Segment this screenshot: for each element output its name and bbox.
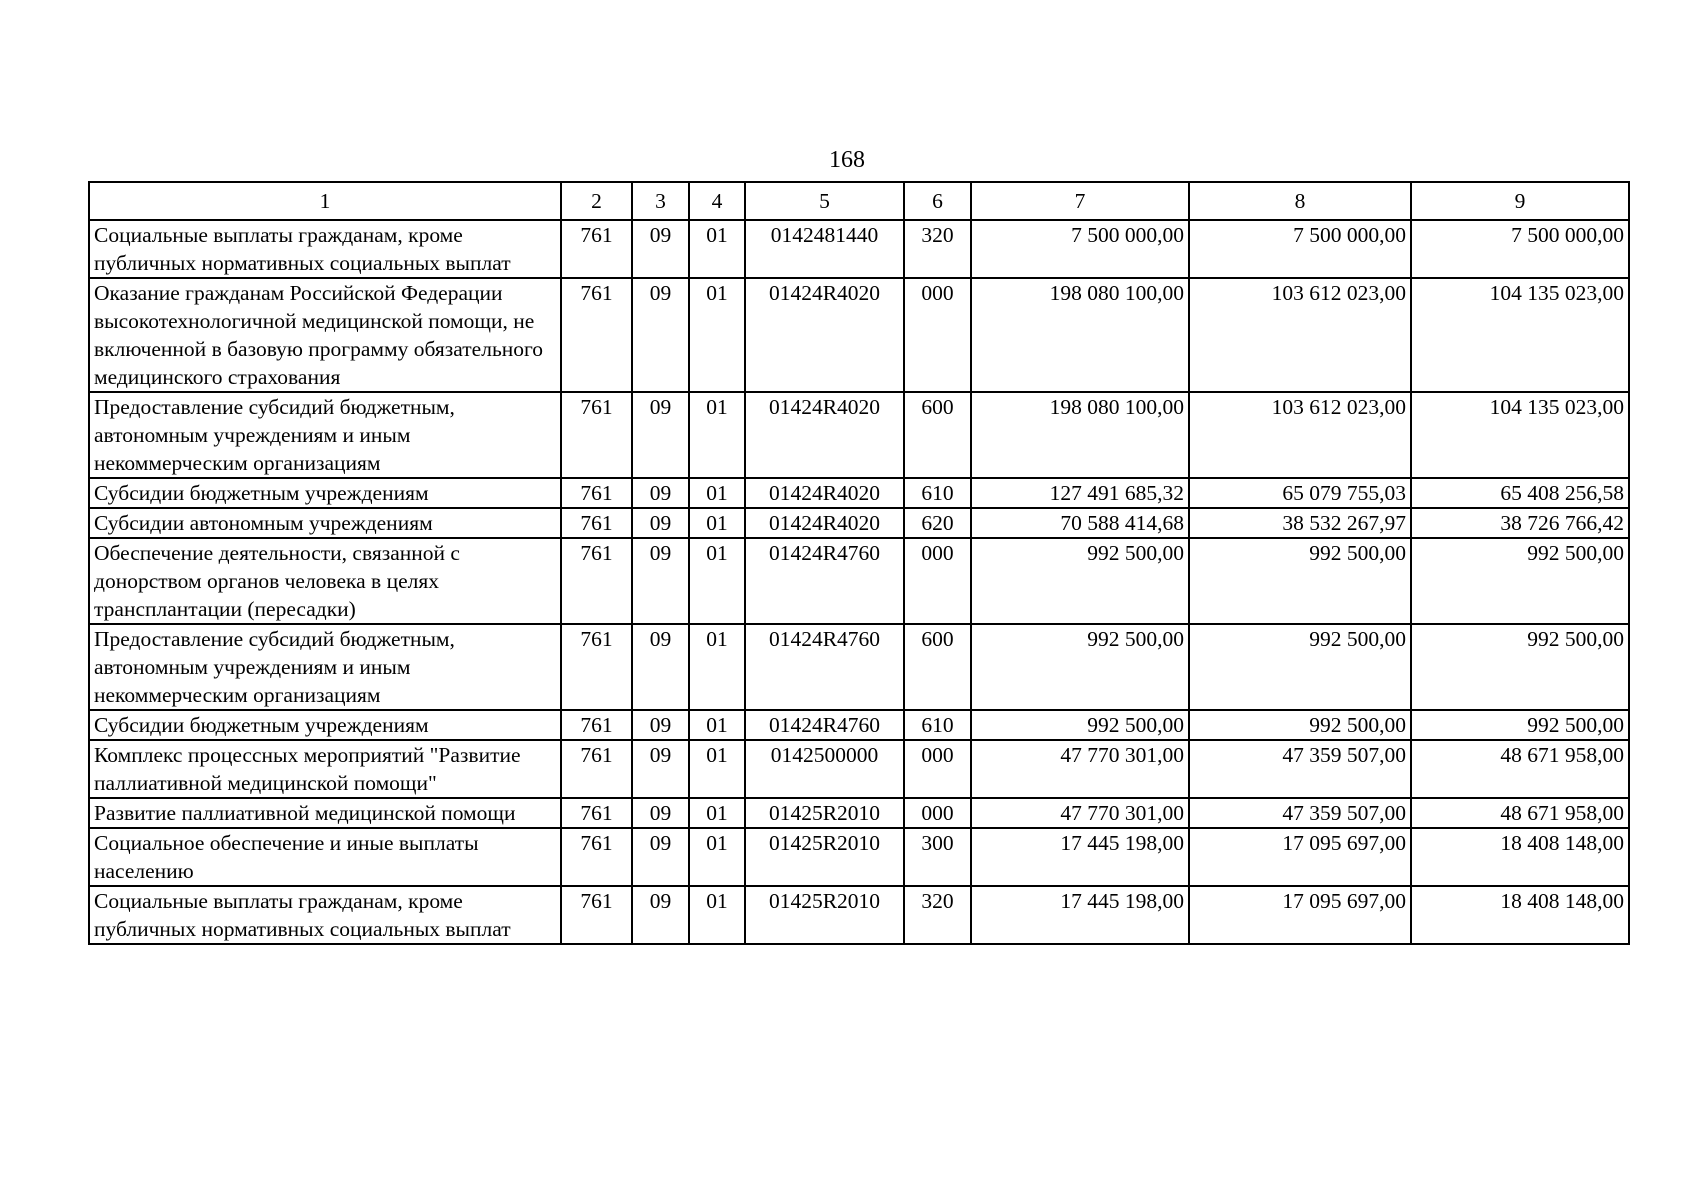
row-code-5: 01425R2010 [745, 886, 904, 944]
row-code-2: 761 [561, 538, 632, 624]
row-code-3: 09 [632, 740, 689, 798]
row-code-2: 761 [561, 798, 632, 828]
row-code-3: 09 [632, 508, 689, 538]
table-row [89, 508, 1629, 538]
column-header: 9 [1411, 182, 1629, 220]
row-amount-8: 992 500,00 [1189, 710, 1411, 740]
row-code-4: 01 [689, 828, 745, 886]
row-amount-8: 992 500,00 [1189, 624, 1411, 710]
table-row [89, 798, 1629, 828]
row-code-2: 761 [561, 710, 632, 740]
row-code-3: 09 [632, 710, 689, 740]
row-code-6: 320 [904, 220, 971, 278]
row-amount-9: 104 135 023,00 [1411, 278, 1629, 392]
row-code-5: 0142500000 [745, 740, 904, 798]
row-code-4: 01 [689, 278, 745, 392]
header-row [89, 182, 1629, 220]
row-code-6: 600 [904, 624, 971, 710]
row-code-4: 01 [689, 478, 745, 508]
row-code-5: 0142481440 [745, 220, 904, 278]
row-code-2: 761 [561, 392, 632, 478]
row-name: Развитие паллиативной медицинской помощи [89, 798, 561, 828]
row-code-4: 01 [689, 886, 745, 944]
table-row [89, 624, 1629, 710]
row-code-5: 01425R2010 [745, 828, 904, 886]
row-code-5: 01424R4020 [745, 392, 904, 478]
row-code-4: 01 [689, 624, 745, 710]
row-code-4: 01 [689, 740, 745, 798]
row-code-5: 01425R2010 [745, 798, 904, 828]
row-amount-9: 48 671 958,00 [1411, 740, 1629, 798]
column-header: 3 [632, 182, 689, 220]
row-code-6: 000 [904, 538, 971, 624]
column-header: 2 [561, 182, 632, 220]
row-amount-9: 992 500,00 [1411, 710, 1629, 740]
row-name: Предоставление субсидий бюджетным, автономным учреждениям и иным некоммерческим организациям [89, 624, 561, 710]
row-code-6: 000 [904, 740, 971, 798]
row-code-6: 320 [904, 886, 971, 944]
table-row [89, 740, 1629, 798]
row-code-3: 09 [632, 798, 689, 828]
row-code-6: 000 [904, 798, 971, 828]
row-amount-8: 17 095 697,00 [1189, 886, 1411, 944]
row-code-3: 09 [632, 392, 689, 478]
table-row [89, 710, 1629, 740]
row-amount-9: 18 408 148,00 [1411, 886, 1629, 944]
row-name: Предоставление субсидий бюджетным, автономным учреждениям и иным некоммерческим организациям [89, 392, 561, 478]
row-code-2: 761 [561, 740, 632, 798]
row-amount-9: 38 726 766,42 [1411, 508, 1629, 538]
row-amount-9: 48 671 958,00 [1411, 798, 1629, 828]
row-code-4: 01 [689, 392, 745, 478]
row-amount-9: 104 135 023,00 [1411, 392, 1629, 478]
table-row [89, 220, 1629, 278]
row-amount-7: 70 588 414,68 [971, 508, 1189, 538]
row-code-2: 761 [561, 828, 632, 886]
row-code-5: 01424R4020 [745, 478, 904, 508]
table-row [89, 478, 1629, 508]
table-row [89, 538, 1629, 624]
row-code-5: 01424R4020 [745, 508, 904, 538]
table-row [89, 392, 1629, 478]
row-code-4: 01 [689, 220, 745, 278]
page-number: 168 [829, 147, 865, 173]
row-name: Социальное обеспечение и иные выплаты населению [89, 828, 561, 886]
row-name: Субсидии бюджетным учреждениям [89, 478, 561, 508]
row-code-6: 600 [904, 392, 971, 478]
column-header: 6 [904, 182, 971, 220]
table-row [89, 828, 1629, 886]
row-code-6: 610 [904, 478, 971, 508]
row-code-4: 01 [689, 508, 745, 538]
row-amount-7: 17 445 198,00 [971, 886, 1189, 944]
row-code-4: 01 [689, 798, 745, 828]
row-amount-7: 17 445 198,00 [971, 828, 1189, 886]
row-amount-8: 103 612 023,00 [1189, 392, 1411, 478]
row-code-3: 09 [632, 886, 689, 944]
column-header: 8 [1189, 182, 1411, 220]
row-amount-9: 18 408 148,00 [1411, 828, 1629, 886]
row-amount-8: 17 095 697,00 [1189, 828, 1411, 886]
row-code-6: 300 [904, 828, 971, 886]
row-amount-9: 65 408 256,58 [1411, 478, 1629, 508]
row-code-3: 09 [632, 828, 689, 886]
row-amount-8: 65 079 755,03 [1189, 478, 1411, 508]
row-amount-8: 47 359 507,00 [1189, 798, 1411, 828]
row-code-4: 01 [689, 710, 745, 740]
row-amount-9: 992 500,00 [1411, 538, 1629, 624]
row-name: Субсидии бюджетным учреждениям [89, 710, 561, 740]
row-code-3: 09 [632, 220, 689, 278]
row-amount-7: 992 500,00 [971, 624, 1189, 710]
column-header: 7 [971, 182, 1189, 220]
column-header: 5 [745, 182, 904, 220]
row-amount-8: 47 359 507,00 [1189, 740, 1411, 798]
row-name: Комплекс процессных мероприятий "Развитие паллиативной медицинской помощи" [89, 740, 561, 798]
row-code-2: 761 [561, 886, 632, 944]
row-code-6: 000 [904, 278, 971, 392]
row-code-2: 761 [561, 278, 632, 392]
table-row [89, 278, 1629, 392]
row-code-2: 761 [561, 478, 632, 508]
row-code-3: 09 [632, 478, 689, 508]
row-code-2: 761 [561, 508, 632, 538]
row-name: Обеспечение деятельности, связанной с донорством органов человека в целях трансплантации (пересадки) [89, 538, 561, 624]
row-amount-9: 992 500,00 [1411, 624, 1629, 710]
row-code-6: 620 [904, 508, 971, 538]
row-amount-7: 7 500 000,00 [971, 220, 1189, 278]
row-code-3: 09 [632, 538, 689, 624]
budget-table [88, 181, 1630, 945]
row-amount-7: 47 770 301,00 [971, 798, 1189, 828]
row-amount-7: 127 491 685,32 [971, 478, 1189, 508]
row-name: Оказание гражданам Российской Федерации высокотехнологичной медицинской помощи, не включенной в базовую программу обязательного медицинского страхования [89, 278, 561, 392]
row-code-3: 09 [632, 278, 689, 392]
row-name: Социальные выплаты гражданам, кроме публичных нормативных социальных выплат [89, 220, 561, 278]
row-amount-7: 198 080 100,00 [971, 392, 1189, 478]
row-code-5: 01424R4760 [745, 538, 904, 624]
row-amount-9: 7 500 000,00 [1411, 220, 1629, 278]
row-code-2: 761 [561, 624, 632, 710]
row-amount-7: 992 500,00 [971, 710, 1189, 740]
row-amount-8: 7 500 000,00 [1189, 220, 1411, 278]
row-amount-8: 38 532 267,97 [1189, 508, 1411, 538]
row-code-3: 09 [632, 624, 689, 710]
table-row [89, 886, 1629, 944]
row-code-6: 610 [904, 710, 971, 740]
row-code-5: 01424R4760 [745, 624, 904, 710]
row-code-4: 01 [689, 538, 745, 624]
column-header: 4 [689, 182, 745, 220]
column-header: 1 [89, 182, 561, 220]
row-name: Субсидии автономным учреждениям [89, 508, 561, 538]
row-code-5: 01424R4760 [745, 710, 904, 740]
row-code-2: 761 [561, 220, 632, 278]
row-name: Социальные выплаты гражданам, кроме публичных нормативных социальных выплат [89, 886, 561, 944]
row-amount-7: 992 500,00 [971, 538, 1189, 624]
row-amount-7: 47 770 301,00 [971, 740, 1189, 798]
row-amount-8: 103 612 023,00 [1189, 278, 1411, 392]
row-code-5: 01424R4020 [745, 278, 904, 392]
row-amount-7: 198 080 100,00 [971, 278, 1189, 392]
row-amount-8: 992 500,00 [1189, 538, 1411, 624]
